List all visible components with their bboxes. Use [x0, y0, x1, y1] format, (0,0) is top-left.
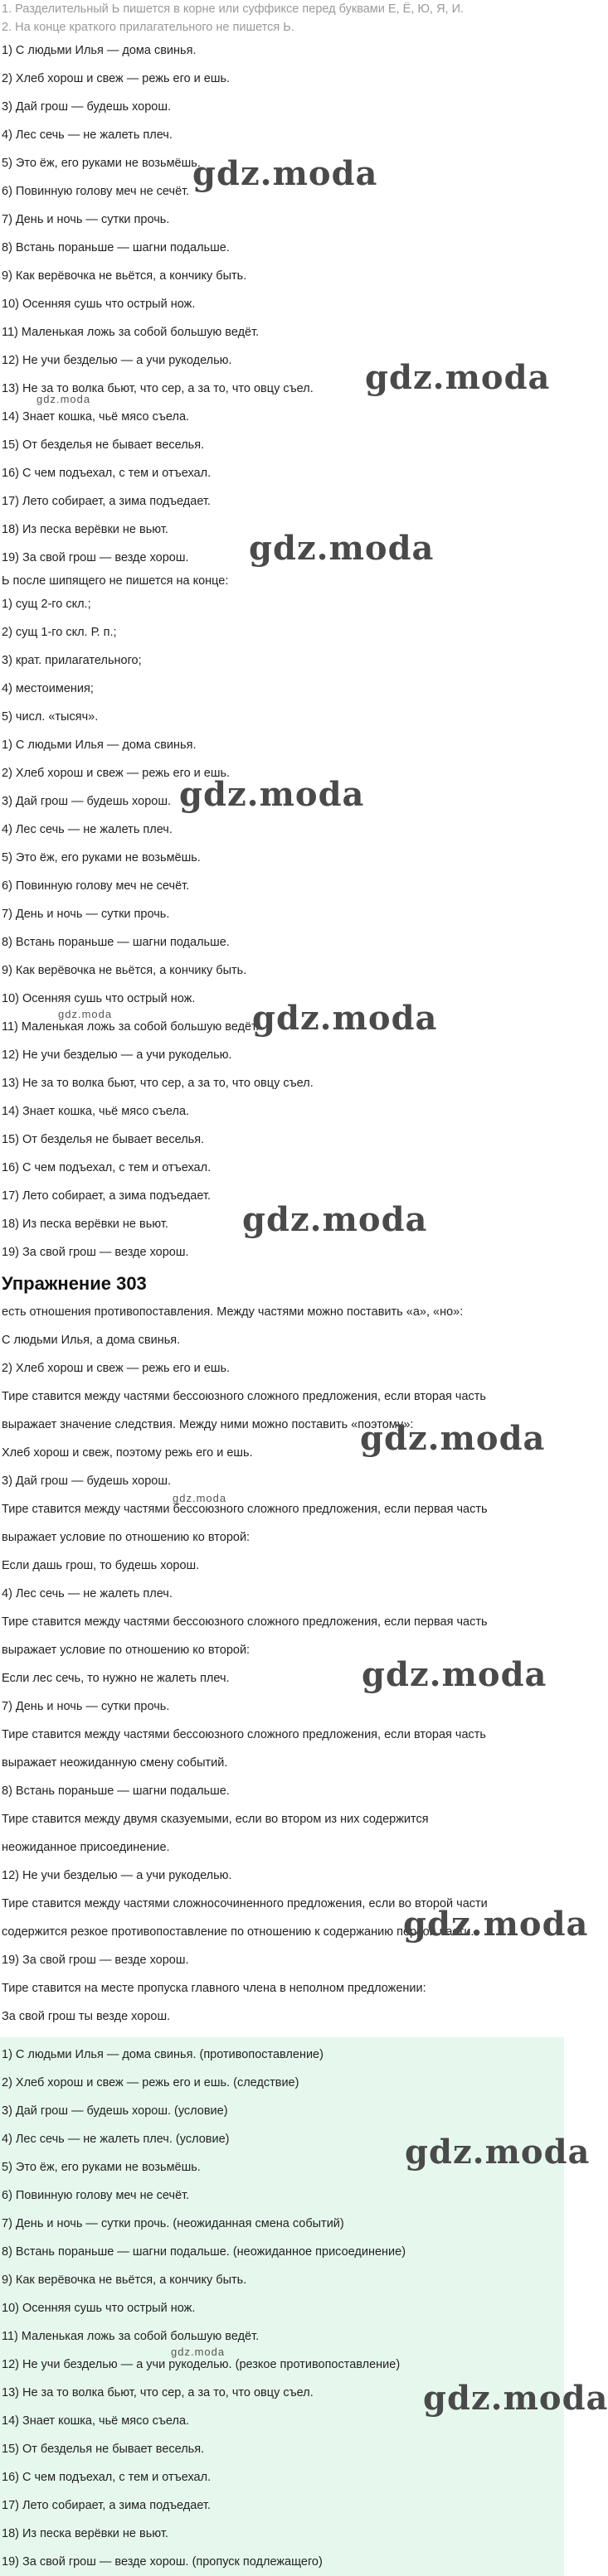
- answer-line: 17) Лето собирает, а зима подъедает.: [2, 2498, 211, 2512]
- proverb-line: 17) Лето собирает, а зима подъедает.: [2, 494, 211, 508]
- proverb-line: 19) За свой грош — везде хорош.: [2, 1245, 189, 1259]
- answer-line: 9) Как верёвочка не вьётся, а кончику быть.: [2, 2273, 247, 2287]
- answer-line: 2) Хлеб хорош и свеж — режь его и ешь. (следствие): [2, 2075, 299, 2089]
- watermark: gdz.moda: [362, 1655, 547, 1694]
- answer-line: 16) С чем подъехал, с тем и отъехал.: [2, 2470, 212, 2484]
- proverb-line: 7) День и ночь — сутки прочь.: [2, 907, 170, 921]
- rule-line: За свой грош ты везде хорош.: [2, 2009, 171, 2023]
- rule-line: Хлеб хорош и свеж, поэтому режь его и ешь.: [2, 1445, 253, 1460]
- rule-line: содержится резкое противопоставление по отношению к содержанию первой части.: [2, 1925, 474, 1939]
- watermark: gdz.moda: [192, 154, 378, 193]
- proverb-line: 14) Знает кошка, чьё мясо съела.: [2, 1104, 190, 1118]
- proverb-list-two: [0, 731, 564, 1266]
- proverb-line: 15) От безделья не бывает веселья.: [2, 438, 205, 452]
- proverb-line: 18) Из песка верёвки не вьют.: [2, 1217, 168, 1231]
- rule-line: 4) Лес сечь — не жалеть плеч.: [2, 1586, 173, 1600]
- rule-line: Тире ставится между частями сложносочиненного предложения, если во второй части: [2, 1896, 488, 1910]
- proverb-line: 16) С чем подъехал, с тем и отъехал.: [2, 1160, 212, 1174]
- intro-block: [0, 0, 564, 36]
- rule-line: Тире ставится между частями бессоюзного сложного предложения, если вторая часть: [2, 1389, 486, 1403]
- answer-line: 5) Это ёж, его руками не возьмёшь.: [2, 2160, 201, 2174]
- rule-line: Тире ставится между частями бессоюзного сложного предложения, если первая часть: [2, 1615, 488, 1629]
- proverb-line: 1) С людьми Илья — дома свинья.: [2, 738, 197, 752]
- watermark-small: gdz.moda: [36, 393, 91, 405]
- proverb-line: 12) Не учи безделью — а учи рукоделью.: [2, 353, 232, 367]
- rule-line: Тире ставится между частями бессоюзного сложного предложения, если вторая часть: [2, 1727, 486, 1741]
- proverb-line: 13) Не за то волка бьют, что сер, а за то, что овцу съел.: [2, 1076, 314, 1090]
- proverb-line: 8) Встань пораньше — шагни подальше.: [2, 240, 230, 254]
- final-list: [0, 2037, 564, 2576]
- rule-line: 2) Хлеб хорош и свеж — режь его и ешь.: [2, 1361, 231, 1375]
- proverb-line: 16) С чем подъехал, с тем и отъехал.: [2, 466, 212, 480]
- proverb-line: 10) Осенняя сушь что острый нож.: [2, 297, 196, 311]
- watermark: gdz.moda: [365, 358, 551, 397]
- rule-line: выражает неожиданную смену событий.: [2, 1755, 228, 1770]
- proverb-line: 5) Это ёж, его руками не возьмёшь.: [2, 156, 201, 170]
- rule-line: Тире ставится на месте пропуска главного члена в неполном предложении:: [2, 1981, 426, 1995]
- proverb-line: 2) Хлеб хорош и свеж — режь его и ешь.: [2, 71, 231, 85]
- rule-line: Тире ставится между частями бессоюзного сложного предложения, если первая часть: [2, 1502, 488, 1516]
- rule-line: С людьми Илья, а дома свинья.: [2, 1333, 181, 1347]
- watermark: gdz.moda: [423, 2379, 608, 2418]
- rules-block: [0, 1298, 564, 2031]
- watermark: gdz.moda: [179, 775, 365, 814]
- proverb-line: 12) Не учи безделью — а учи рукоделью.: [2, 1048, 232, 1062]
- answer-line: 3) Дай грош — будешь хорош. (условие): [2, 2104, 228, 2118]
- answer-line: 18) Из песка верёвки не вьют.: [2, 2526, 168, 2540]
- rule-line: Если лес сечь, то нужно не жалеть плеч.: [2, 1671, 230, 1685]
- answer-line: 19) За свой грош — везде хорош. (пропуск подлежащего): [2, 2554, 323, 2569]
- rule-line: 12) Не учи безделью — а учи рукоделью.: [2, 1868, 232, 1882]
- watermark: gdz.moda: [360, 1419, 546, 1458]
- answer-line: 1) С людьми Илья — дома свинья. (противопоставление): [2, 2047, 323, 2061]
- answer-line: 12) Не учи безделью — а учи рукоделью. (резкое противопоставление): [2, 2357, 401, 2371]
- proverb-line: 7) День и ночь — сутки прочь.: [2, 212, 170, 226]
- answer-line: 14) Знает кошка, чьё мясо съела.: [2, 2414, 190, 2428]
- watermark: gdz.moda: [249, 529, 435, 568]
- proverb-line: 5) Это ёж, его руками не возьмёшь.: [2, 850, 201, 864]
- watermark-small: gdz.moda: [171, 2346, 226, 2358]
- answer-line: 10) Осенняя сушь что острый нож.: [2, 2301, 196, 2315]
- proverb-line: 11) Маленькая ложь за собой большую ведёт.: [2, 1019, 260, 1034]
- proverb-line: 6) Повинную голову меч не сечёт.: [2, 184, 190, 198]
- watermark: gdz.moda: [403, 1905, 589, 1944]
- proverb-line: 9) Как верёвочка не вьётся, а кончику быть.: [2, 963, 247, 977]
- proverb-line: 8) Встань пораньше — шагни подальше.: [2, 935, 230, 949]
- rule-line: выражает условие по отношению ко второй:: [2, 1530, 250, 1544]
- proverb-line: 4) Лес сечь — не жалеть плеч.: [2, 822, 173, 836]
- rule-line: 7) День и ночь — сутки прочь.: [2, 1699, 170, 1713]
- watermark: gdz.moda: [405, 2133, 591, 2172]
- answer-line: 15) От безделья не бывает веселья.: [2, 2442, 205, 2456]
- proverb-line: 13) Не за то волка бьют, что сер, а за то, что овцу съел.: [2, 381, 314, 395]
- proverb-line: 4) Лес сечь — не жалеть плеч.: [2, 128, 173, 142]
- rule-line: есть отношения противопоставления. Между частями можно поставить «а», «но»:: [2, 1305, 464, 1319]
- rule-line: выражает значение следствия. Между ними можно поставить «поэтому»:: [2, 1417, 414, 1431]
- answer-line: 11) Маленькая ложь за собой большую ведёт.: [2, 2329, 260, 2343]
- intro-line: 2. На конце краткого прилагательного не пишется Ь.: [2, 20, 294, 34]
- rule-title: Ь после шипящего не пишется на конце:: [2, 574, 229, 588]
- rule-item: 3) крат. прилагательного;: [2, 653, 142, 667]
- proverb-line: 11) Маленькая ложь за собой большую ведёт.: [2, 325, 260, 339]
- rule-item: 4) местоимения;: [2, 681, 94, 695]
- watermark-small: gdz.moda: [173, 1492, 227, 1504]
- proverb-line: 6) Повинную голову меч не сечёт.: [2, 879, 190, 893]
- rule-item: 1) сущ 2-го скл.;: [2, 597, 91, 611]
- proverb-line: 15) От безделья не бывает веселья.: [2, 1132, 205, 1146]
- answer-line: 4) Лес сечь — не жалеть плеч. (условие): [2, 2132, 230, 2146]
- answer-line: 7) День и ночь — сутки прочь. (неожиданная смена событий): [2, 2216, 344, 2230]
- proverb-line: 2) Хлеб хорош и свеж — режь его и ешь.: [2, 766, 231, 780]
- proverb-line: 14) Знает кошка, чьё мясо съела.: [2, 409, 190, 424]
- answer-line: 13) Не за то волка бьют, что сер, а за то, что овцу съел.: [2, 2385, 314, 2399]
- rule-line: 3) Дай грош — будешь хорош.: [2, 1474, 171, 1488]
- proverb-line: 3) Дай грош — будешь хорош.: [2, 99, 171, 114]
- intro-line: 1. Разделительный Ь пишется в корне или суффиксе перед буквами Е, Ё, Ю, Я, И.: [2, 2, 465, 16]
- rule-line: Тире ставится между двумя сказуемыми, если во втором из них содержится: [2, 1812, 429, 1826]
- rule-item: 5) числ. «тысяч».: [2, 709, 99, 724]
- proverb-list-one: [0, 36, 564, 572]
- answer-line: 8) Встань пораньше — шагни подальше. (неожиданное присоединение): [2, 2244, 406, 2259]
- proverb-line: 18) Из песка верёвки не вьют.: [2, 522, 168, 536]
- rule-line: неожиданное присоединение.: [2, 1840, 170, 1854]
- watermark-small: gdz.moda: [58, 1008, 113, 1020]
- rule-line: выражает условие по отношению ко второй:: [2, 1643, 250, 1657]
- watermark: gdz.moda: [242, 1200, 428, 1239]
- rule-line: Если дашь грош, то будешь хорош.: [2, 1558, 200, 1572]
- rule-item: 2) сущ 1-го скл. Р. п.;: [2, 625, 117, 639]
- watermark: gdz.moda: [252, 999, 438, 1038]
- proverb-line: 10) Осенняя сушь что острый нож.: [2, 991, 196, 1005]
- proverb-line: 9) Как верёвочка не вьётся, а кончику быть.: [2, 269, 247, 283]
- proverb-line: 1) С людьми Илья — дома свинья.: [2, 43, 197, 57]
- exercise-heading: Упражнение 303: [2, 1273, 147, 1294]
- proverb-line: 3) Дай грош — будешь хорош.: [2, 794, 171, 808]
- rule-line: 8) Встань пораньше — шагни подальше.: [2, 1784, 230, 1798]
- proverb-line: 19) За свой грош — везде хорош.: [2, 550, 189, 564]
- soft-sign-rule: [0, 572, 564, 731]
- answer-line: 6) Повинную голову меч не сечёт.: [2, 2188, 190, 2202]
- proverb-line: 17) Лето собирает, а зима подъедает.: [2, 1189, 211, 1203]
- rule-line: 19) За свой грош — везде хорош.: [2, 1953, 189, 1967]
